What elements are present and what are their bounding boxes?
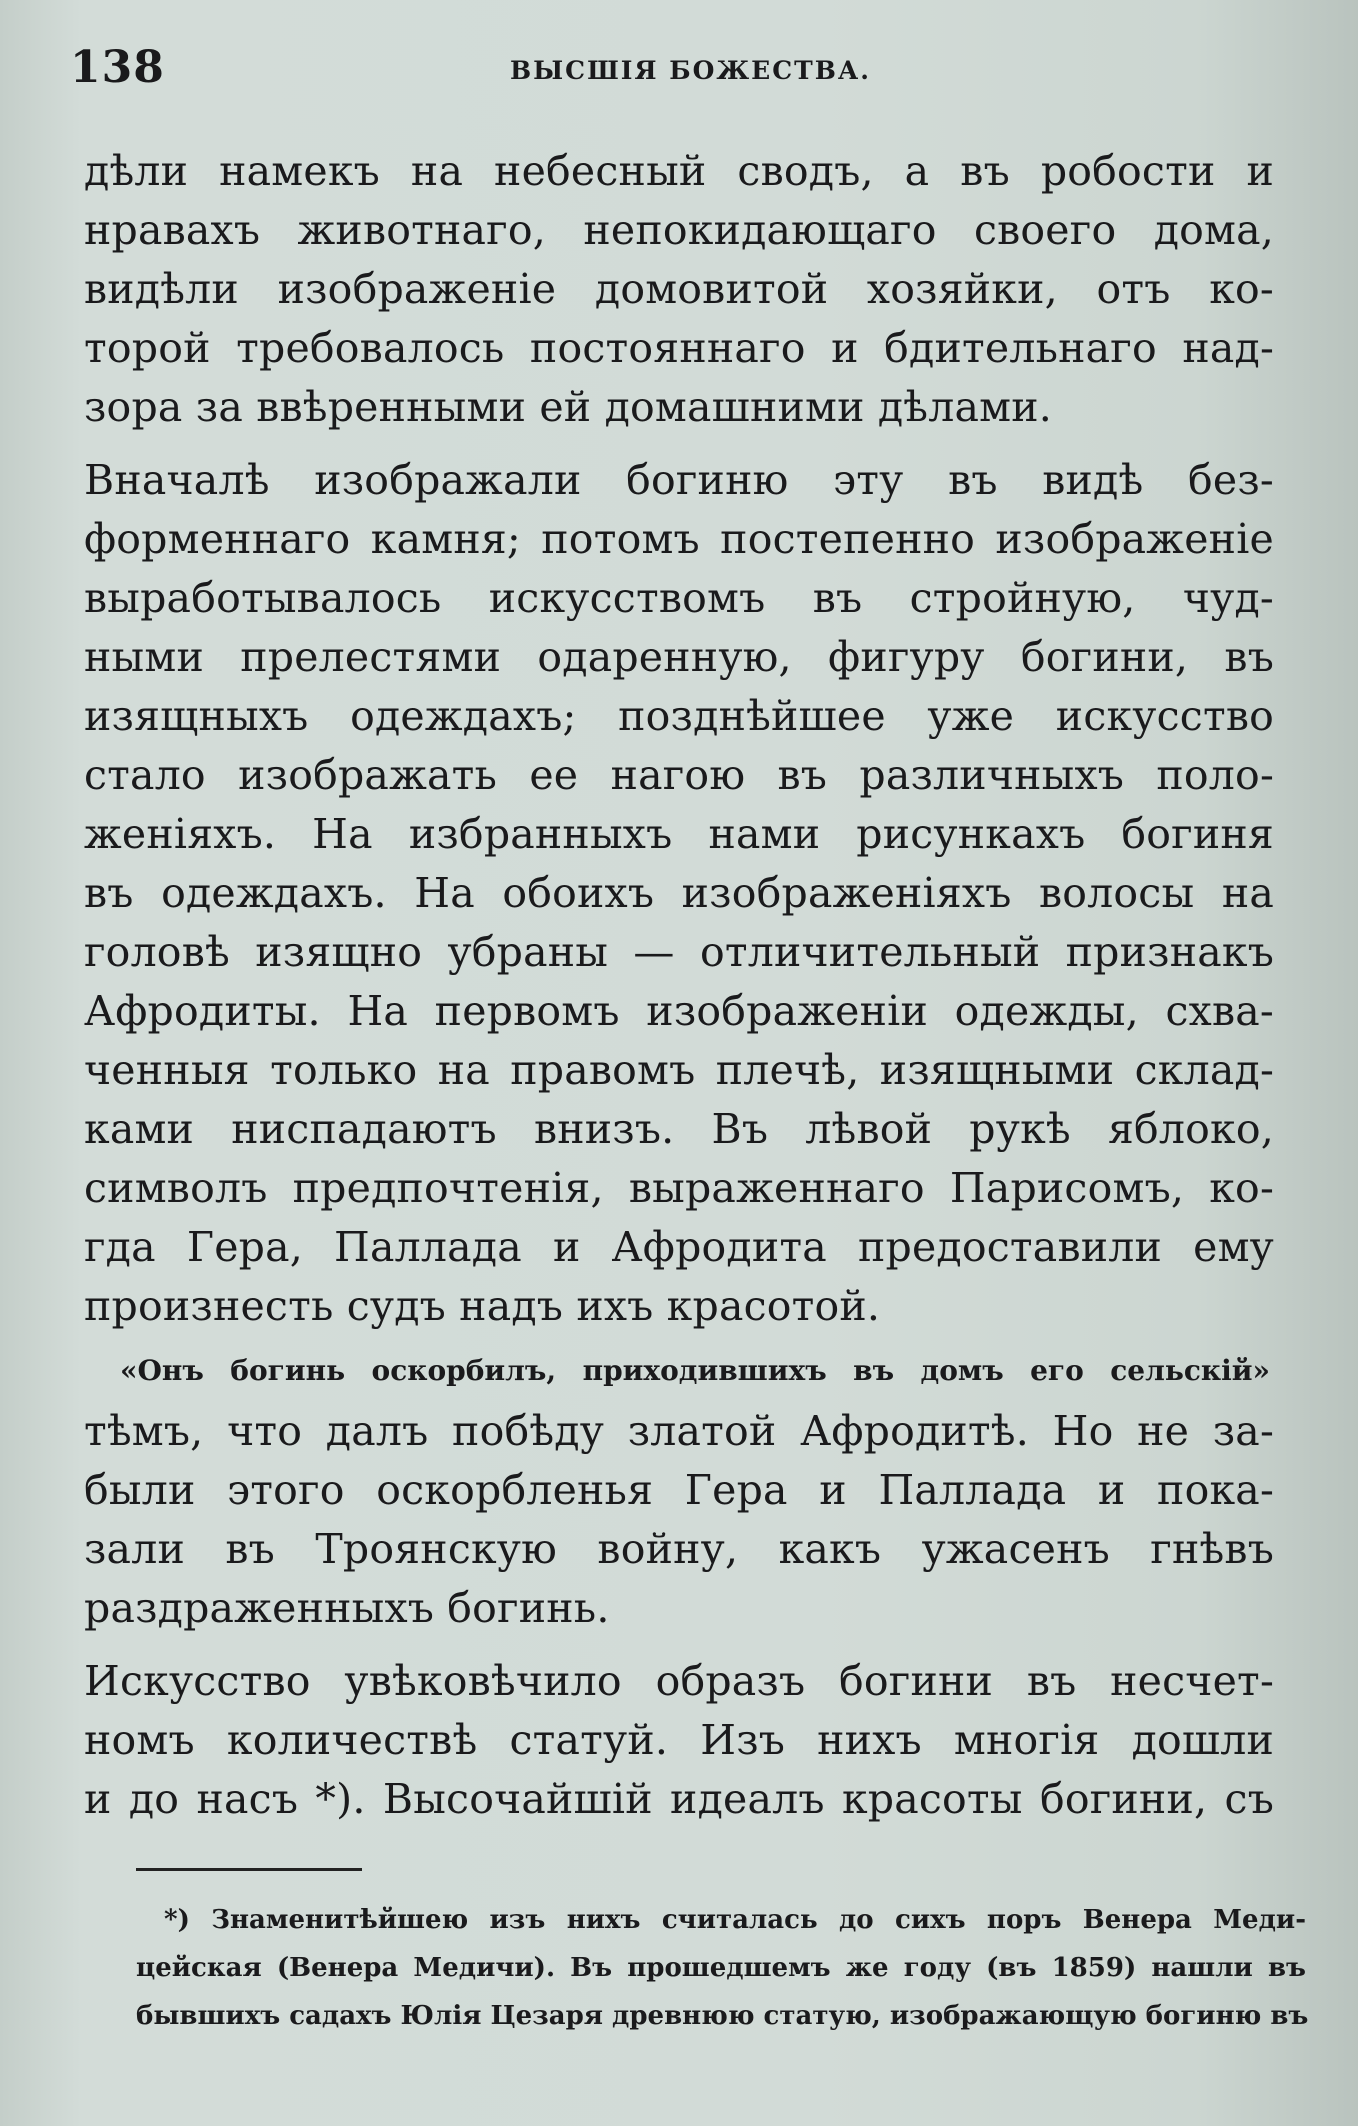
text-line: Вначалѣ изображали богиню эту въ видѣ без-	[84, 456, 1274, 504]
paragraph-gap	[84, 1638, 1274, 1652]
page-header	[70, 42, 1290, 102]
text-line: торой требовалось постояннаго и бдительнаго над-	[84, 324, 1274, 372]
text-line: въ одеждахъ. На обоихъ изображеніяхъ волосы на	[84, 869, 1274, 917]
footnote-line: *) Знаменитѣйшею изъ нихъ считалась до сихъ поръ Венера Меди-	[164, 1905, 1306, 1935]
text-line: форменнаго камня; потомъ постепенно изображеніе	[84, 515, 1274, 563]
text-line: женіяхъ. На избранныхъ нами рисункахъ богиня	[84, 810, 1274, 858]
running-title: ВЫСШІЯ БОЖЕСТВА.	[510, 56, 871, 85]
text-line: были этого оскорбленья Гера и Паллада и пока-	[84, 1466, 1274, 1514]
text-line: зали въ Троянскую войну, какъ ужасенъ гнѣвъ	[84, 1525, 1274, 1573]
text-line: гда Гера, Паллада и Афродита предоставили ему	[84, 1223, 1274, 1271]
text-line: раздраженныхъ богинь.	[84, 1584, 610, 1632]
footnote	[136, 1896, 1309, 2040]
text-line: символъ предпочтенія, выраженнаго Парисомъ, ко-	[84, 1164, 1274, 1212]
text-line: и до насъ *). Высочайшій идеалъ красоты богини, съ	[84, 1775, 1274, 1823]
footnote-rule	[136, 1868, 362, 1871]
text-line: произнесть судъ надъ ихъ красотой.	[84, 1282, 881, 1330]
text-line: ками ниспадаютъ внизъ. Въ лѣвой рукѣ яблоко,	[84, 1105, 1274, 1153]
text-line: зора за ввѣренными ей домашними дѣлами.	[84, 383, 1052, 431]
footnote-line: бывшихъ садахъ Юлія Цезаря древнюю статую, изображающую богиню въ	[136, 2001, 1309, 2031]
text-line: тѣмъ, что далъ побѣду златой Афродитѣ. Но не за-	[84, 1407, 1274, 1455]
text-line: изящныхъ одеждахъ; позднѣйшее уже искусство	[84, 692, 1274, 740]
text-line: выработывалось искусствомъ въ стройную, чуд-	[84, 574, 1274, 622]
text-line: номъ количествѣ статуй. Изъ нихъ многія дошли	[84, 1716, 1274, 1764]
paragraph-gap	[84, 437, 1274, 451]
text-line: ными прелестями одаренную, фигуру богини, въ	[84, 633, 1274, 681]
text-line: головѣ изящно убраны — отличительный признакъ	[84, 928, 1274, 976]
text-line: дѣли намекъ на небесный сводъ, а въ робости и	[84, 147, 1274, 195]
text-line: Искусство увѣковѣчило образъ богини въ несчет-	[84, 1657, 1274, 1705]
text-line: стало изображать ее нагою въ различныхъ поло-	[84, 751, 1274, 799]
text-line: ченныя только на правомъ плечѣ, изящными склад-	[84, 1046, 1274, 1094]
text-line: нравахъ животнаго, непокидающаго своего дома,	[84, 206, 1274, 254]
text-line: видѣли изображеніе домовитой хозяйки, отъ ко-	[84, 265, 1274, 313]
footnote-line: цейская (Венера Медичи). Въ прошедшемъ же году (въ 1859) нашли въ	[136, 1953, 1306, 1983]
quoted-verse: «Онъ богинь оскорбилъ, приходившихъ въ домъ его сельскій»	[120, 1354, 1270, 1387]
page-number: 138	[70, 42, 165, 93]
body-text	[84, 142, 1274, 1829]
text-line: Афродиты. На первомъ изображеніи одежды, схва-	[84, 987, 1274, 1035]
